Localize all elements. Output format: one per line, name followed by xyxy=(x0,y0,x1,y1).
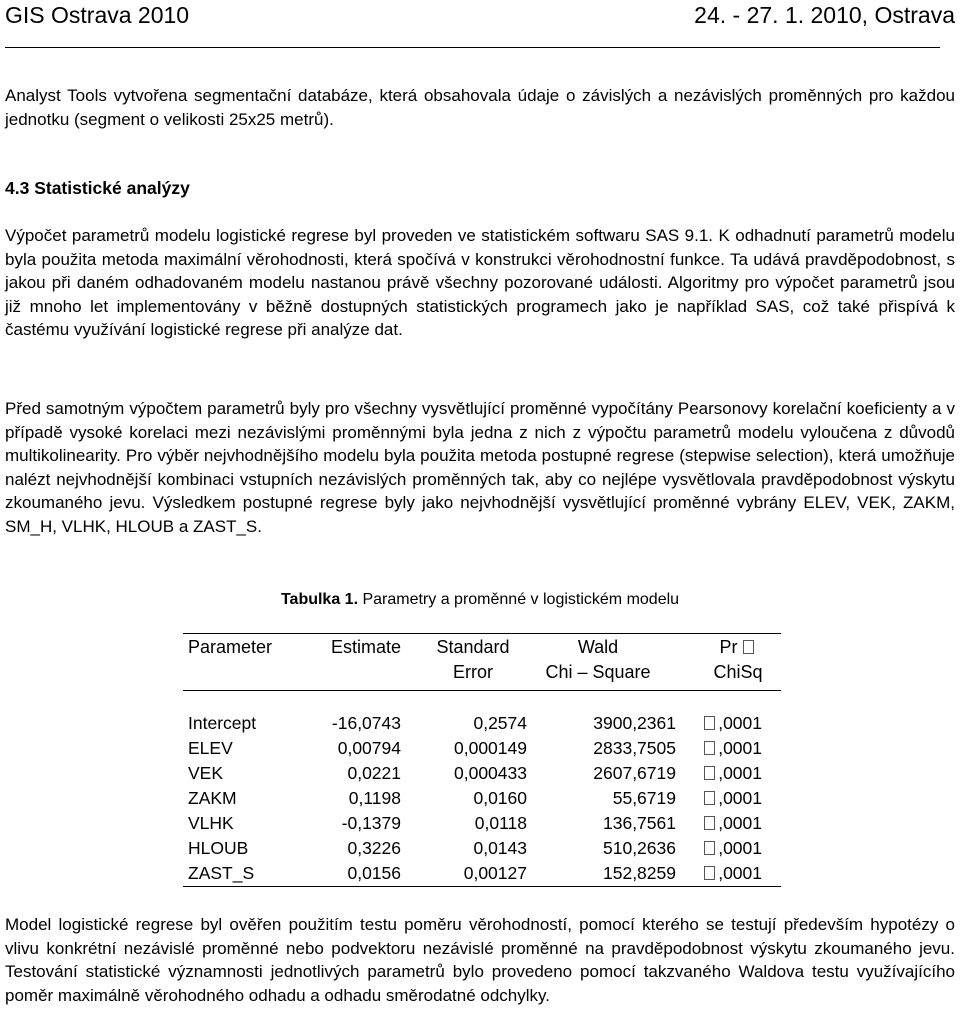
page-header xyxy=(5,0,955,30)
cell-wald: 2833,7505 xyxy=(593,738,676,758)
caption-label: Tabulka 1. xyxy=(280,591,359,608)
cell-wald: 152,8259 xyxy=(603,863,676,883)
missing-glyph-icon xyxy=(704,816,715,830)
cell-wald: 136,7561 xyxy=(603,813,676,833)
cell-pvalue-text: ,0001 xyxy=(718,713,762,733)
cell-pvalue xyxy=(704,861,762,885)
table-rule-top xyxy=(183,633,781,634)
table-rule-bottom xyxy=(183,886,781,887)
header-chi-square: Chi – Square xyxy=(545,662,651,682)
cell-pvalue xyxy=(704,811,762,835)
cell-pvalue xyxy=(704,736,762,760)
missing-glyph-icon xyxy=(704,741,715,755)
missing-glyph-icon xyxy=(704,866,715,880)
cell-estimate: 0,3226 xyxy=(347,838,401,858)
cell-std-error: 0,000149 xyxy=(454,738,527,758)
header-parameter: Parameter xyxy=(188,637,273,657)
cell-wald: 3900,2361 xyxy=(593,713,676,733)
header-error: Error xyxy=(453,662,493,682)
cell-pvalue xyxy=(704,786,762,810)
cell-pvalue-text: ,0001 xyxy=(718,763,762,783)
cell-estimate: 0,0156 xyxy=(347,863,401,883)
missing-glyph-icon xyxy=(743,640,754,654)
header-chisq: ChiSq xyxy=(713,662,763,682)
cell-pvalue xyxy=(704,711,762,735)
cell-pvalue-text: ,0001 xyxy=(718,838,762,858)
cell-pvalue-text: ,0001 xyxy=(718,738,762,758)
cell-parameter: ZAKM xyxy=(188,788,237,808)
cell-std-error: 0,000433 xyxy=(454,763,527,783)
cell-pvalue xyxy=(704,761,762,785)
cell-parameter: ELEV xyxy=(188,738,233,758)
cell-wald: 55,6719 xyxy=(612,788,676,808)
paragraph-wald: Model logistické regrese byl ověřen použitím testu poměru věrohodností, pomocí kterého se testují především hypotézy o vlivu konkrétní nezávislé proměnné nebo podvektoru nezávislé proměnné na pravděpodobnost výskytu zkoumaného jevu. Testování statistické významnosti jednotlivých parametrů bylo provedeno pomocí takzvaného Waldova testu využívajícího poměr maximálně věrohodného odhadu a odhadu směrodatné odchylky. xyxy=(5,915,955,1005)
cell-estimate: 0,1198 xyxy=(348,788,401,808)
table-caption xyxy=(0,589,960,611)
cell-parameter: Intercept xyxy=(188,713,257,733)
cell-std-error: 0,0143 xyxy=(473,838,527,858)
cell-pvalue-text: ,0001 xyxy=(718,788,762,808)
cell-parameter: HLOUB xyxy=(188,838,249,858)
paragraph-sas: Výpočet parametrů modelu logistické regrese byl proveden ve statistickém softwaru SAS 9.1. K odhadnutí parametrů modelu byla použita metoda maximální věrohodnosti, která spočívá v konstrukci věrohodnostní funkce. Ta udává pravděpodobnost, s jakou při daném odhadovaném modelu nastanou právě všechny pozorované události. Algoritmy pro výpočet parametrů jsou již mnoho let implementovány v běžně dostupných statistických programech jako je například SAS, což také přispívá k častému využívání logistické regrese při analýze dat. xyxy=(5,226,955,339)
cell-std-error: 0,00127 xyxy=(463,863,527,883)
cell-wald: 2607,6719 xyxy=(593,763,676,783)
header-standard: Standard xyxy=(436,637,510,657)
header-pr-label: Pr xyxy=(719,637,743,657)
header-pr xyxy=(693,635,783,659)
paragraph-correlation: Před samotným výpočtem parametrů byly pro všechny vysvětlující proměnné vypočítány Pearsonovy korelační koeficienty a v případě vysoké korelaci mezi nezávislými proměnnými byla jedna z nich z výpočtu parametrů modelu vyloučena z důvodů multikolinearity. Pro výběr nejvhodnějšího modelu byla použita metoda postupné regrese (stepwise selection), která umožňuje nalézt nejvhodnější kombinaci vstupních nezávislých proměnných tak, aby co nejlépe vysvětlovala pravděpodobnost výskytu zkoumaného jevu. Výsledkem postupné regrese byly jako nejvhodnější vysvětlující proměnné vybrány ELEV, VEK, ZAKM, SM_H, VLHK, HLOUB a ZAST_S. xyxy=(5,399,955,536)
cell-estimate: -16,0743 xyxy=(331,713,401,733)
header-date-place: 24. - 27. 1. 2010, Ostrava xyxy=(694,2,955,28)
header-estimate: Estimate xyxy=(330,637,401,657)
missing-glyph-icon xyxy=(704,716,715,730)
cell-std-error: 0,0160 xyxy=(473,788,527,808)
cell-estimate: -0,1379 xyxy=(341,813,401,833)
cell-pvalue-text: ,0001 xyxy=(718,813,762,833)
cell-parameter: VLHK xyxy=(188,813,234,833)
cell-estimate: 0,00794 xyxy=(337,738,401,758)
cell-std-error: 0,0118 xyxy=(474,813,527,833)
cell-pvalue-text: ,0001 xyxy=(718,863,762,883)
missing-glyph-icon xyxy=(704,766,715,780)
header-conference: GIS Ostrava 2010 xyxy=(5,2,190,28)
missing-glyph-icon xyxy=(704,791,715,805)
cell-parameter: ZAST_S xyxy=(188,863,255,883)
cell-estimate: 0,0221 xyxy=(347,763,401,783)
paragraph-intro: Analyst Tools vytvořena segmentační databáze, která obsahovala údaje o závislých a nezávislých proměnných pro každou jednotku (segment o velikosti 25x25 metrů). xyxy=(5,86,955,129)
missing-glyph-icon xyxy=(704,841,715,855)
cell-wald: 510,2636 xyxy=(603,838,676,858)
header-rule xyxy=(5,47,940,48)
section-heading: 4.3 Statistické analýzy xyxy=(5,178,190,198)
cell-parameter: VEK xyxy=(188,763,224,783)
header-wald: Wald xyxy=(577,637,619,657)
cell-pvalue xyxy=(704,836,762,860)
table-rule-header xyxy=(183,690,781,691)
caption-text: Parametry a proměnné v logistickém modelu xyxy=(358,591,680,608)
cell-std-error: 0,2574 xyxy=(473,713,527,733)
